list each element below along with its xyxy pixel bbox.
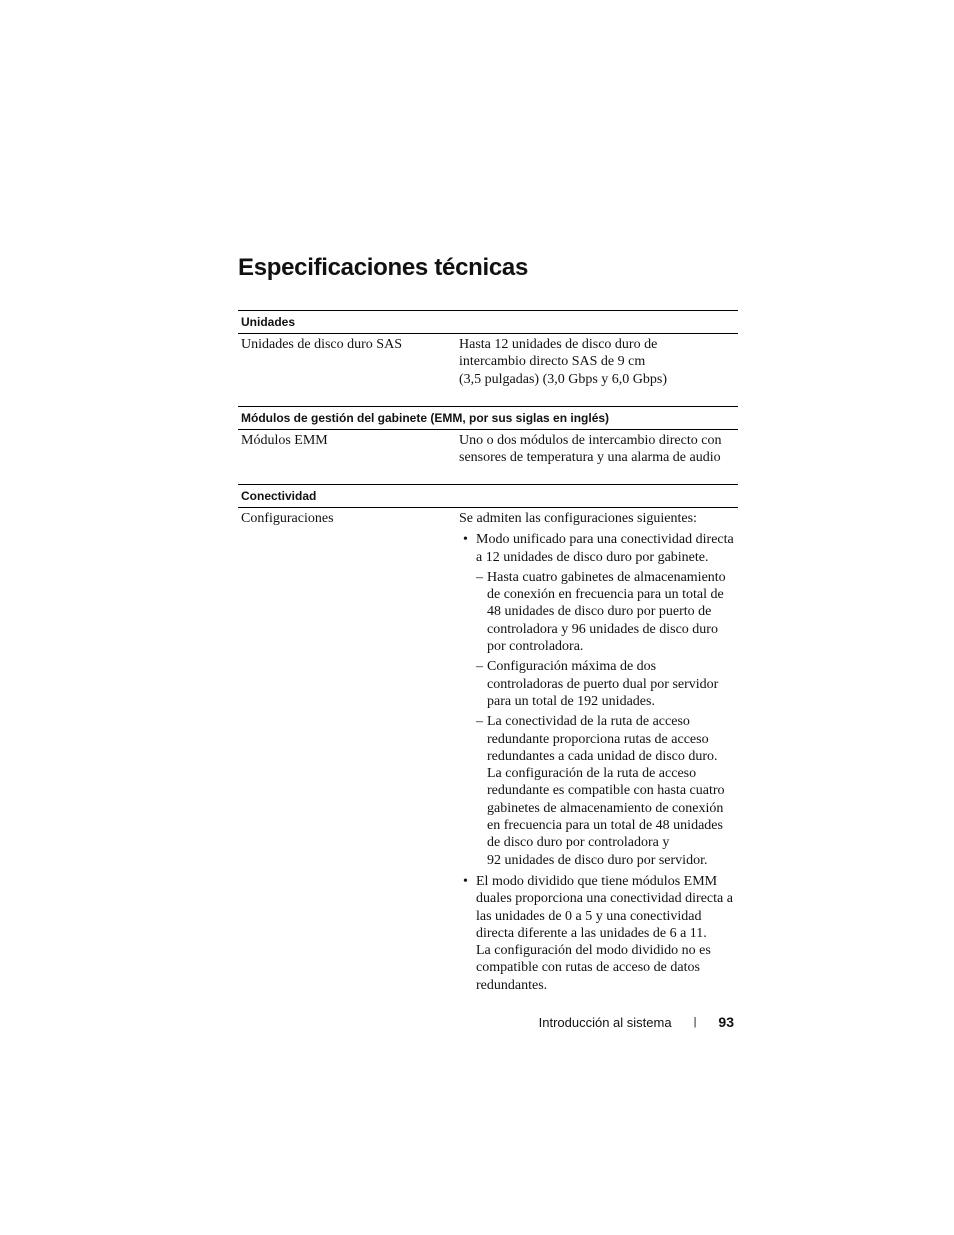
dash-line: controladora y 96 unidades de disco duro (487, 621, 718, 637)
dash-line: 48 unidades de disco duro por puerto de (487, 604, 712, 620)
dash-line: – Hasta cuatro gabinetes de almacenamiento (487, 569, 726, 585)
dash-line: en frecuencia para un total de 48 unidades (487, 818, 723, 834)
dash-line: redundantes a cada unidad de disco duro. (487, 748, 718, 764)
section-header-emm: Módulos de gestión del gabinete (EMM, por sus siglas en inglés) (238, 406, 738, 430)
dash-line: de disco duro por controladora y (487, 835, 670, 851)
value-intro: Se admiten las configuraciones siguientes: (459, 511, 697, 526)
value-line: Hasta 12 unidades de disco duro de (459, 337, 658, 352)
dash-item (476, 569, 738, 655)
dash-line: 92 unidades de disco duro por servidor. (487, 852, 708, 868)
dash-line: La configuración de la ruta de acceso (487, 766, 697, 782)
value-line: Uno o dos módulos de intercambio directo con (459, 433, 722, 448)
spec-row-config (238, 508, 738, 994)
dash-line: redundante es compatible con hasta cuatro (487, 783, 725, 799)
value-line: sensores de temperatura y una alarma de audio (459, 450, 721, 466)
dash-line: – La conectividad de la ruta de acceso (487, 714, 690, 730)
dash-item (476, 713, 738, 869)
page-title: Especificaciones técnicas (238, 254, 528, 281)
section-header-unidades: Unidades (238, 310, 738, 334)
dash-line: de conexión en frecuencia para un total de (487, 587, 724, 603)
bullet-line: • El modo dividido que tiene módulos EMM (476, 873, 718, 889)
bullet-list (459, 531, 738, 994)
spec-row-emm (238, 430, 738, 484)
dash-line: gabinetes de almacenamiento de conexión (487, 800, 724, 816)
bullet-line: compatible con rutas de acceso de datos (476, 960, 700, 976)
spec-label: Configuraciones (241, 511, 334, 526)
bullet-line: redundantes. (476, 977, 548, 993)
dash-item (476, 658, 738, 710)
dash-line: para un total de 192 unidades. (487, 693, 655, 709)
footer-section-name: Introducción al sistema (538, 1014, 672, 1030)
value-line: intercambio directo SAS de 9 cm (459, 354, 646, 370)
dash-line: redundante proporciona rutas de acceso (487, 731, 709, 747)
dash-line: por controladora. (487, 639, 584, 655)
spec-label: Módulos EMM (241, 433, 328, 448)
spec-label: Unidades de disco duro SAS (241, 337, 402, 352)
footer-separator: | (693, 1016, 697, 1028)
bullet-line: La configuración del modo dividido no es (476, 943, 711, 959)
spec-value (459, 510, 738, 994)
page-number: 93 (718, 1014, 734, 1030)
bullet-line: a 12 unidades de disco duro por gabinete. (476, 549, 709, 565)
dash-line: controladoras de puerto dual por servidor (487, 676, 719, 692)
value-line: (3,5 pulgadas) (3,0 Gbps y 6,0 Gbps) (459, 371, 668, 387)
bullet-line: • Modo unificado para una conectividad directa (476, 532, 734, 548)
bullet-line: las unidades de 0 a 5 y una conectividad (476, 908, 702, 924)
spec-row-hdd (238, 334, 738, 406)
bullet-line: directa diferente a las unidades de 6 a 11. (476, 925, 707, 941)
dash-list (476, 569, 738, 869)
spec-value (459, 336, 738, 388)
spec-table (238, 310, 738, 998)
spec-value (459, 432, 738, 467)
bullet-item (459, 873, 738, 994)
bullet-item (459, 531, 738, 869)
section-header-conectividad: Conectividad (238, 484, 738, 508)
dash-line: – Configuración máxima de dos (487, 659, 657, 675)
page-footer (539, 1014, 734, 1030)
bullet-line: duales proporciona una conectividad directa a (476, 891, 733, 907)
